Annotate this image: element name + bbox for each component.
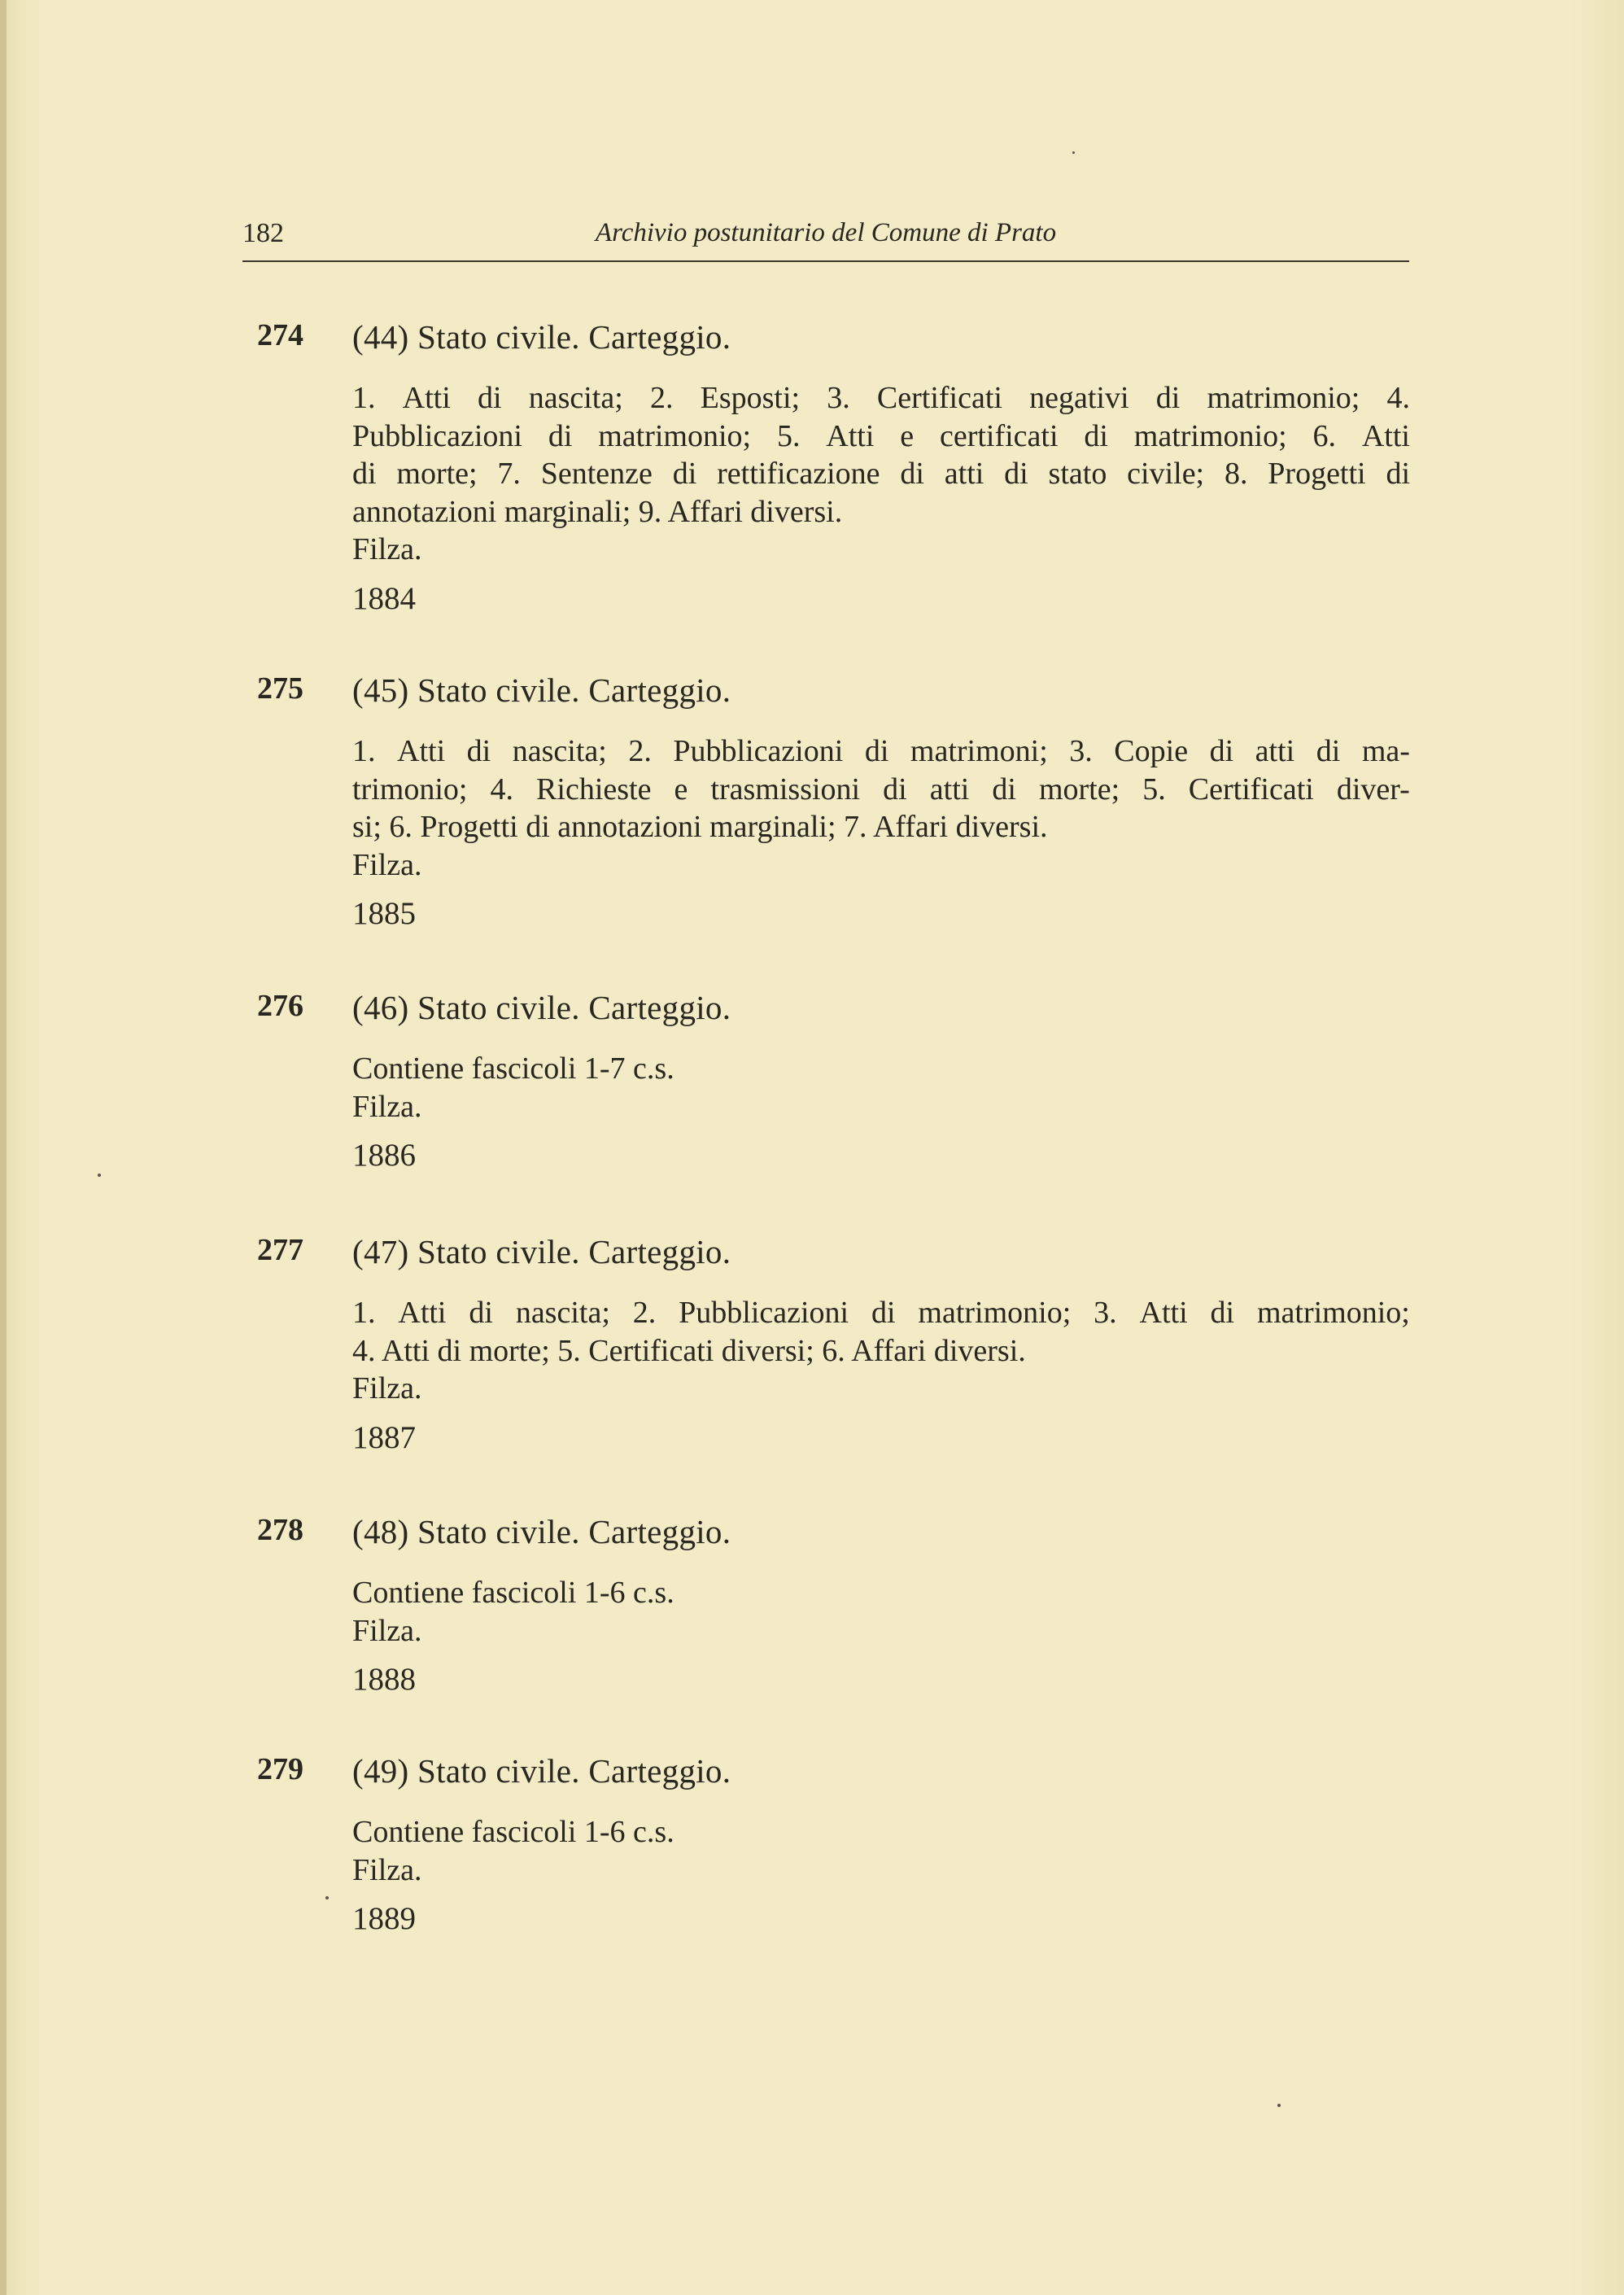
- running-head-title: Archivio postunitario del Comune di Prato: [595, 218, 1057, 247]
- entry-body: [352, 732, 1410, 933]
- entry-line: Contiene fascicoli 1-6 c.s.: [352, 1576, 674, 1610]
- entry-year: 1885: [352, 896, 416, 931]
- entry-format: Filza.: [352, 1371, 422, 1405]
- entry-heading: (45) Stato civile. Carteggio.: [352, 671, 731, 709]
- entry-line: Pubblicazioni di matrimonio; 5. Atti e certificati di matrimonio; 6. Atti: [352, 418, 1410, 453]
- entry-number: 275: [257, 671, 303, 706]
- entry-line: 1. Atti di nascita; 2. Pubblicazioni di matrimonio; 3. Atti di matrimonio;: [352, 1296, 1410, 1330]
- entry-body: [352, 1050, 1410, 1175]
- entry-heading: (49) Stato civile. Carteggio.: [352, 1752, 731, 1790]
- entry-body: [352, 1813, 1410, 1939]
- entry-body: [352, 1294, 1410, 1457]
- entry-number: 276: [257, 989, 303, 1023]
- paper-speck: [1277, 2104, 1281, 2107]
- entry-number: 278: [257, 1513, 303, 1547]
- entry-line: annotazioni marginali; 9. Affari diversi.: [352, 494, 843, 529]
- entry-format: Filza.: [352, 1852, 422, 1887]
- entry-format: Filza.: [352, 1089, 422, 1124]
- paper-speck: [98, 1174, 101, 1177]
- entry-format: Filza.: [352, 532, 422, 566]
- entry-number: 279: [257, 1752, 303, 1786]
- entry-number: 274: [257, 318, 303, 352]
- entry-heading: (48) Stato civile. Carteggio.: [352, 1513, 731, 1550]
- entry-year: 1884: [352, 580, 416, 616]
- entry-number: 277: [257, 1233, 303, 1267]
- entry-line: Contiene fascicoli 1-7 c.s.: [352, 1051, 674, 1086]
- entry-line: 4. Atti di morte; 5. Certificati diversi; 6. Affari diversi.: [352, 1333, 1026, 1368]
- entry-format: Filza.: [352, 1613, 422, 1648]
- entry-line: 1. Atti di nascita; 2. Pubblicazioni di matrimoni; 3. Copie di atti di ma-: [352, 734, 1410, 768]
- entry-heading: (44) Stato civile. Carteggio.: [352, 318, 731, 356]
- entry-heading: (46) Stato civile. Carteggio.: [352, 989, 731, 1026]
- entry-year: 1889: [352, 1901, 416, 1936]
- entry-body: [352, 1574, 1410, 1699]
- entry-year: 1888: [352, 1662, 416, 1697]
- entry-body: [352, 379, 1410, 618]
- running-head: [242, 218, 1409, 262]
- entry-line: 1. Atti di nascita; 2. Esposti; 3. Certificati negativi di matrimonio; 4.: [352, 381, 1410, 415]
- page-number: 182: [242, 218, 284, 248]
- entry-line: Contiene fascicoli 1-6 c.s.: [352, 1815, 674, 1849]
- entry-line: si; 6. Progetti di annotazioni marginali; 7. Affari diversi.: [352, 810, 1048, 844]
- entry-line: trimonio; 4. Richieste e trasmissioni di atti di morte; 5. Certificati diver-: [352, 772, 1410, 807]
- entry-year: 1887: [352, 1419, 416, 1455]
- entry-format: Filza.: [352, 847, 422, 882]
- entry-heading: (47) Stato civile. Carteggio.: [352, 1233, 731, 1270]
- paper-speck: [1072, 151, 1075, 154]
- entry-line: di morte; 7. Sentenze di rettificazione di atti di stato civile; 8. Progetti di: [352, 457, 1410, 491]
- paper-speck: [325, 1896, 329, 1899]
- entry-year: 1886: [352, 1138, 416, 1173]
- page-edge: [0, 0, 7, 2295]
